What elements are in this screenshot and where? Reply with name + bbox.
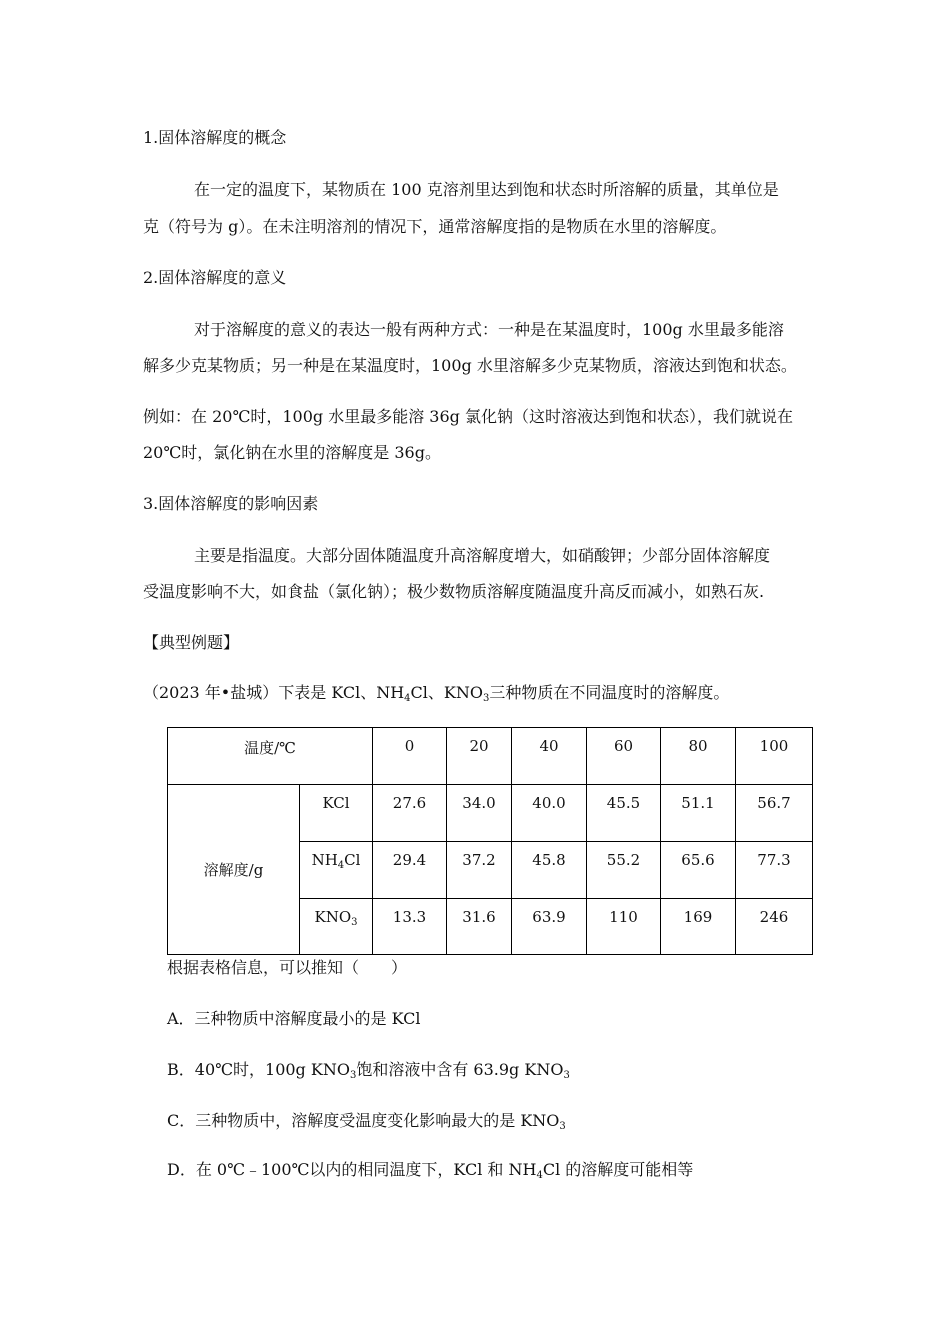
option-a: A．三种物质中溶解度最小的是 KCl	[167, 1009, 421, 1028]
section2-example-line2: 20℃时，氯化钠在水里的溶解度是 36g。	[143, 443, 441, 462]
question-intro: （2023 年•盐城）下表是 KCl、$NH_4Cl$、$KNO_3$三种物质在不同温度时的溶解度。	[143, 683, 730, 704]
solubility-label: 溶解度/g	[168, 785, 300, 955]
temperature-header: 温度/℃	[168, 728, 373, 785]
table-header-row	[168, 728, 813, 785]
section2-heading: 2.固体溶解度的意义	[143, 268, 287, 287]
solubility-value: 77.3	[736, 842, 813, 899]
option-c: C．三种物质中，溶解度受温度变化影响最大的是 $KNO_3$	[167, 1111, 566, 1132]
solubility-value: 37.2	[447, 842, 512, 899]
solubility-value: 246	[736, 899, 813, 955]
temperature-value: 0	[373, 728, 447, 785]
solubility-value: 169	[661, 899, 736, 955]
solubility-value: 31.6	[447, 899, 512, 955]
table-row	[168, 785, 813, 842]
solubility-value: 51.1	[661, 785, 736, 842]
solubility-value: 63.9	[512, 899, 587, 955]
temperature-value: 80	[661, 728, 736, 785]
temperature-value: 40	[512, 728, 587, 785]
question-prompt: 根据表格信息，可以推知（ ）	[167, 958, 408, 977]
substance-name: KCl	[300, 785, 373, 842]
solubility-value: 40.0	[512, 785, 587, 842]
solubility-value: 13.3	[373, 899, 447, 955]
solubility-value: 29.4	[373, 842, 447, 899]
section2-example-line1: 例如：在 20℃时，100g 水里最多能溶 36g 氯化钠（这时溶液达到饱和状态），我们就说在	[143, 407, 793, 426]
solubility-value: 27.6	[373, 785, 447, 842]
option-b: B．40℃时，100g $KNO_3$饱和溶液中含有 63.9g $KNO_3$	[167, 1060, 570, 1081]
solubility-value: 45.8	[512, 842, 587, 899]
temperature-value: 20	[447, 728, 512, 785]
section2-paragraph-line2: 解多少克某物质；另一种是在某温度时，100g 水里溶解多少克某物质，溶液达到饱和状态。	[143, 356, 797, 375]
section1-paragraph-line1: 在一定的温度下，某物质在 100 克溶剂里达到饱和状态时所溶解的质量，其单位是	[194, 180, 779, 199]
section2-paragraph-line1: 对于溶解度的意义的表达一般有两种方式：一种是在某温度时，100g 水里最多能溶	[194, 320, 784, 339]
section3-paragraph-line2: 受温度影响不大，如食盐（氯化钠）；极少数物质溶解度随温度升高反而减小，如熟石灰.	[143, 582, 765, 601]
section1-paragraph-line2: 克（符号为 g）。在未注明溶剂的情况下，通常溶解度指的是物质在水里的溶解度。	[143, 217, 727, 236]
section3-heading: 3.固体溶解度的影响因素	[143, 494, 319, 513]
section1-heading: 1.固体溶解度的概念	[143, 128, 287, 147]
solubility-value: 45.5	[587, 785, 661, 842]
substance-name: $NH_4Cl$	[300, 842, 373, 899]
temperature-value: 60	[587, 728, 661, 785]
temperature-value: 100	[736, 728, 813, 785]
solubility-value: 55.2	[587, 842, 661, 899]
section3-paragraph-line1: 主要是指温度。大部分固体随温度升高溶解度增大，如硝酸钾；少部分固体溶解度	[194, 546, 771, 565]
solubility-value: 34.0	[447, 785, 512, 842]
solubility-value: 110	[587, 899, 661, 955]
solubility-value: 56.7	[736, 785, 813, 842]
solubility-value: 65.6	[661, 842, 736, 899]
substance-name: $KNO_3$	[300, 899, 373, 955]
example-heading: 【典型例题】	[143, 633, 240, 652]
option-d: D．在 0℃﹣100℃以内的相同温度下，KCl 和 $NH_4Cl$ 的溶解度可能相等	[167, 1160, 694, 1181]
solubility-table	[167, 727, 813, 955]
